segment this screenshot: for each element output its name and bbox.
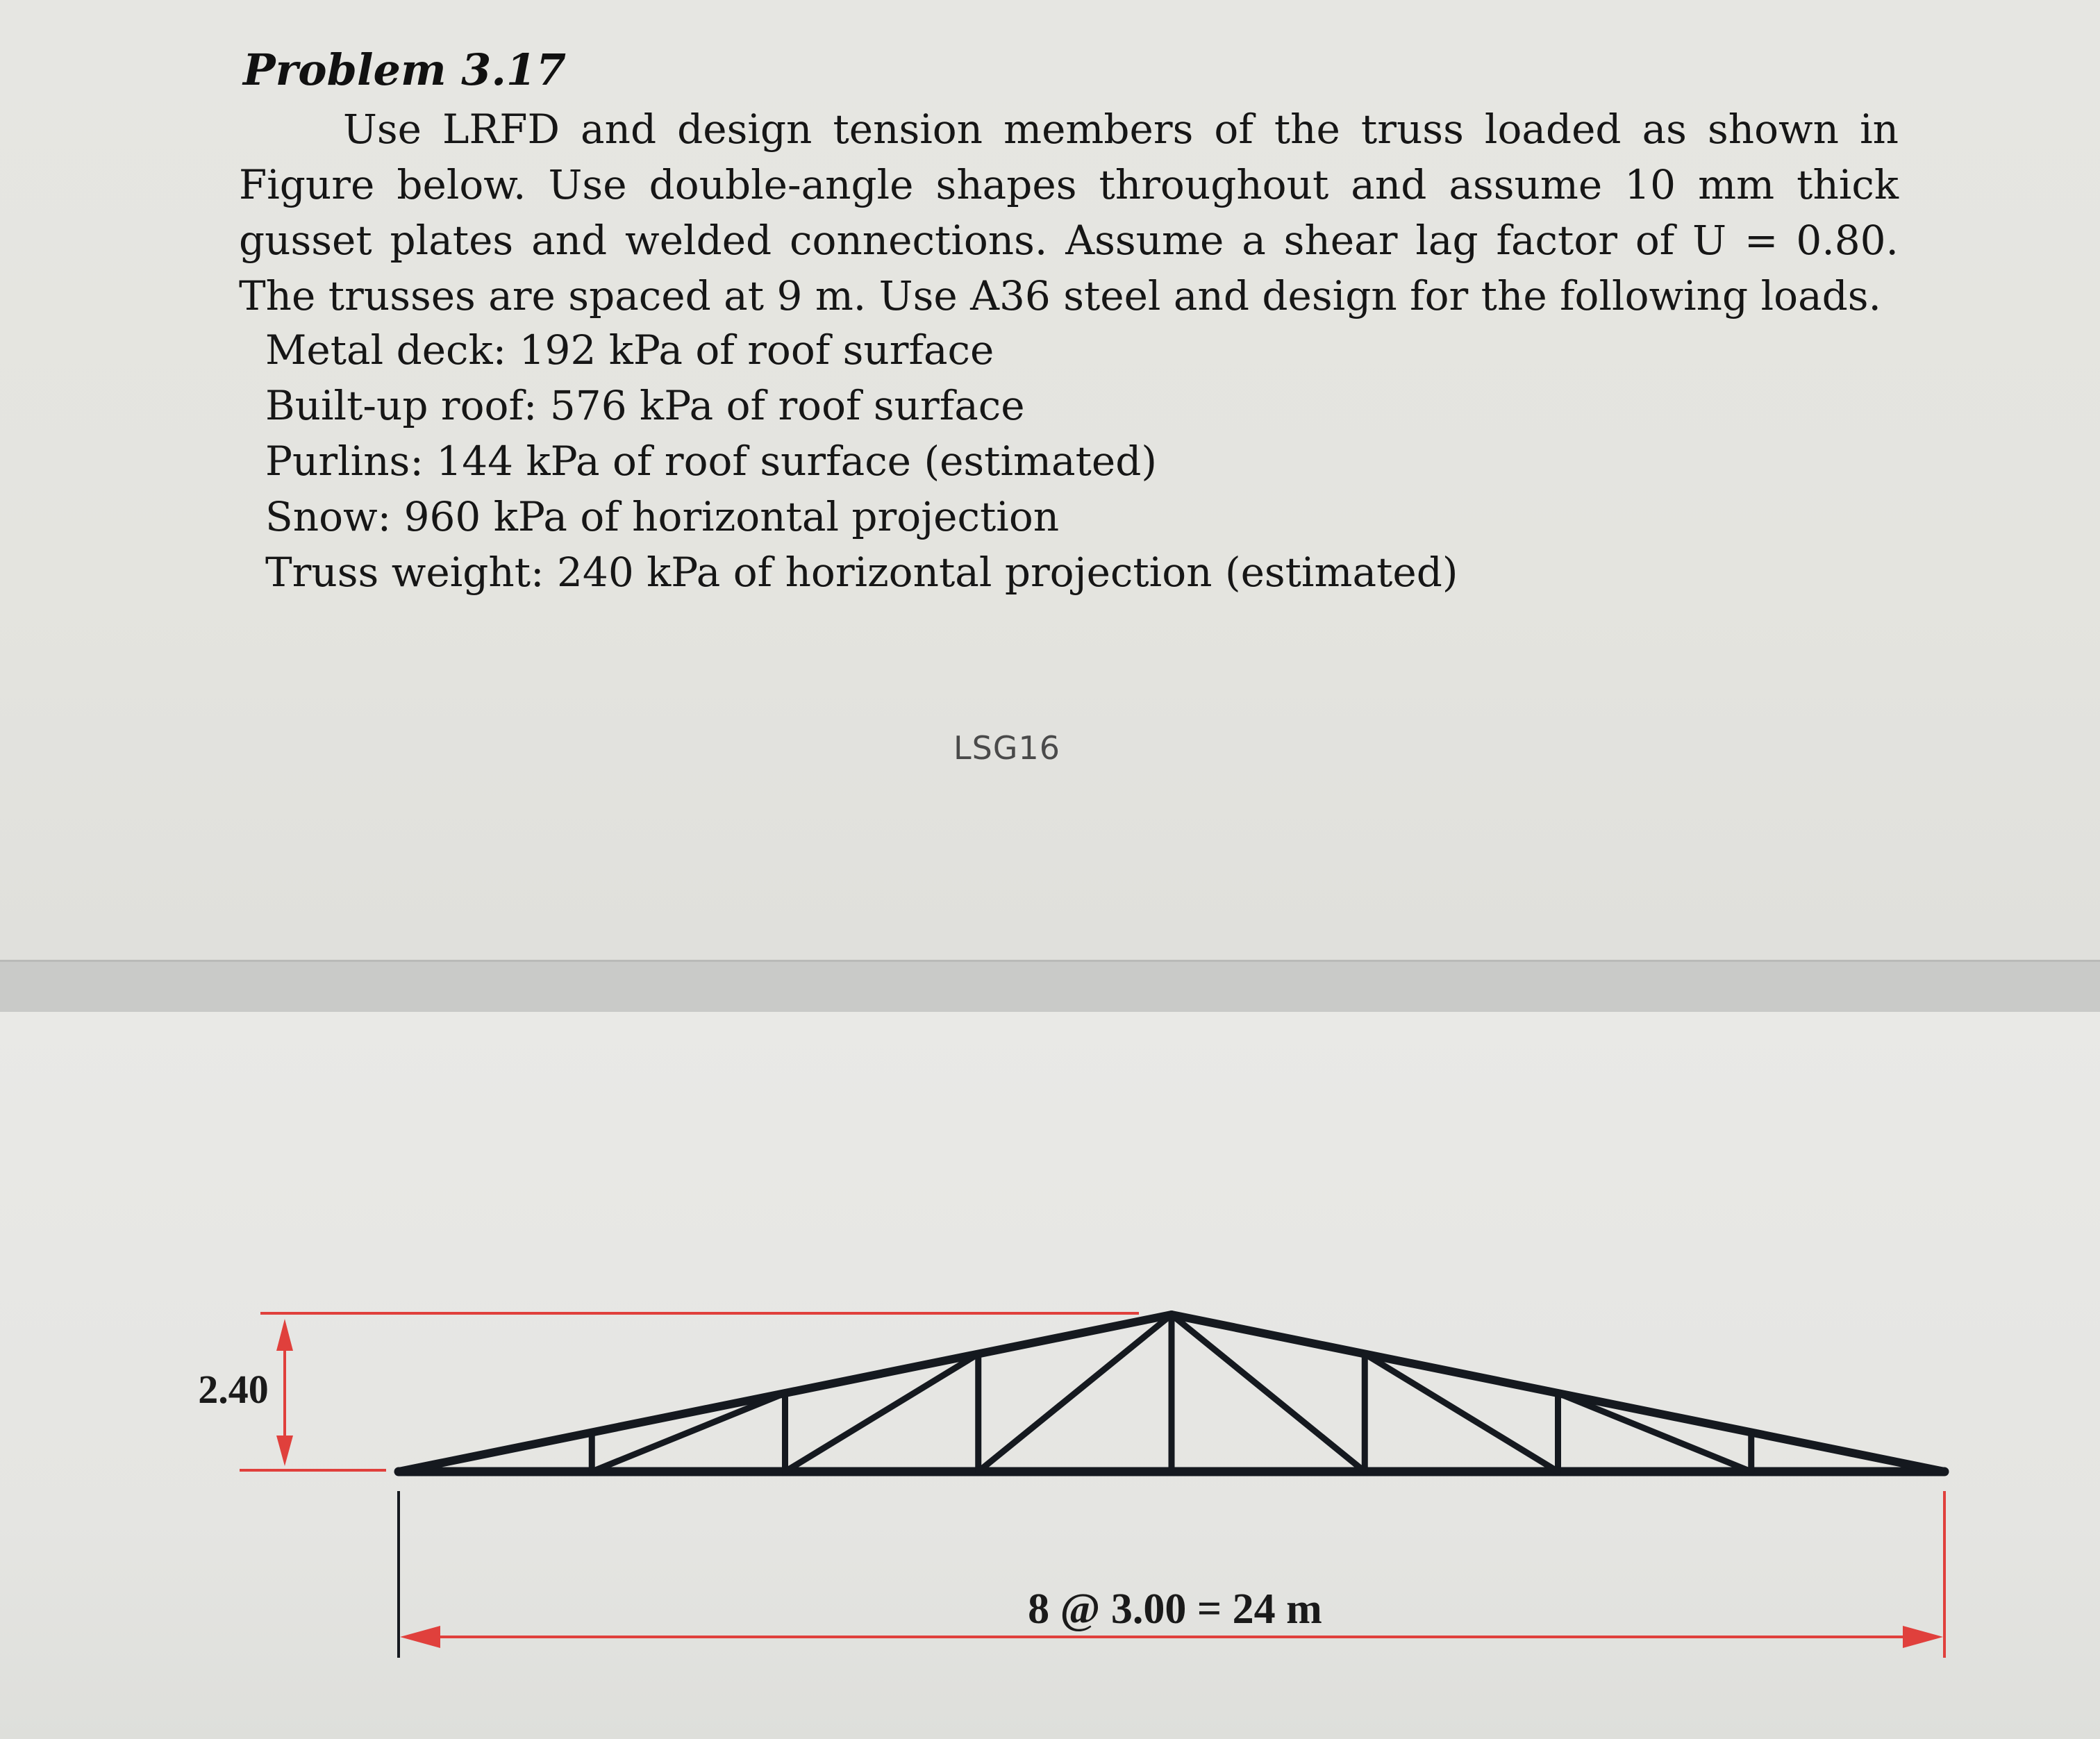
load-item-snow: Snow: 960 kPa of horizontal projection [265,493,1060,540]
load-list [265,322,1458,600]
problem-title: Problem 3.17 [243,44,567,95]
height-arrow-up [276,1319,293,1351]
truss-members [399,1315,1944,1472]
height-arrow-down [276,1436,293,1466]
truss-figure [0,1012,2100,1739]
span-label: 8 @ 3.00 = 24 m [1028,1586,1322,1633]
truss-diagonal-member [1558,1393,1751,1472]
watermark-label: LSG16 [953,729,1060,767]
truss-diagonal-member [592,1393,785,1472]
load-item-metal-deck: Metal deck: 192 kPa of roof surface [265,326,994,374]
load-item-truss-weight: Truss weight: 240 kPa of horizontal projection (estimated) [265,549,1458,596]
span-arrow-left [400,1626,440,1648]
load-item-purlins: Purlins: 144 kPa of roof surface (estimated) [265,438,1157,485]
section-divider [0,960,2100,1014]
problem-statement: Use LRFD and design tension members of the truss loaded as shown in Figure below. Use double-angle shapes throughout and assume 10 mm thick gusset plates and welded connections. Assume a shear lag factor of U = 0.80. The trusses are spaced at 9 m. Use A36 steel and design for the following loads. [239,106,1899,319]
span-arrow-right [1903,1626,1943,1648]
load-item-built-up-roof: Built-up roof: 576 kPa of roof surface [265,382,1025,429]
height-label: 2.40 [198,1367,269,1412]
